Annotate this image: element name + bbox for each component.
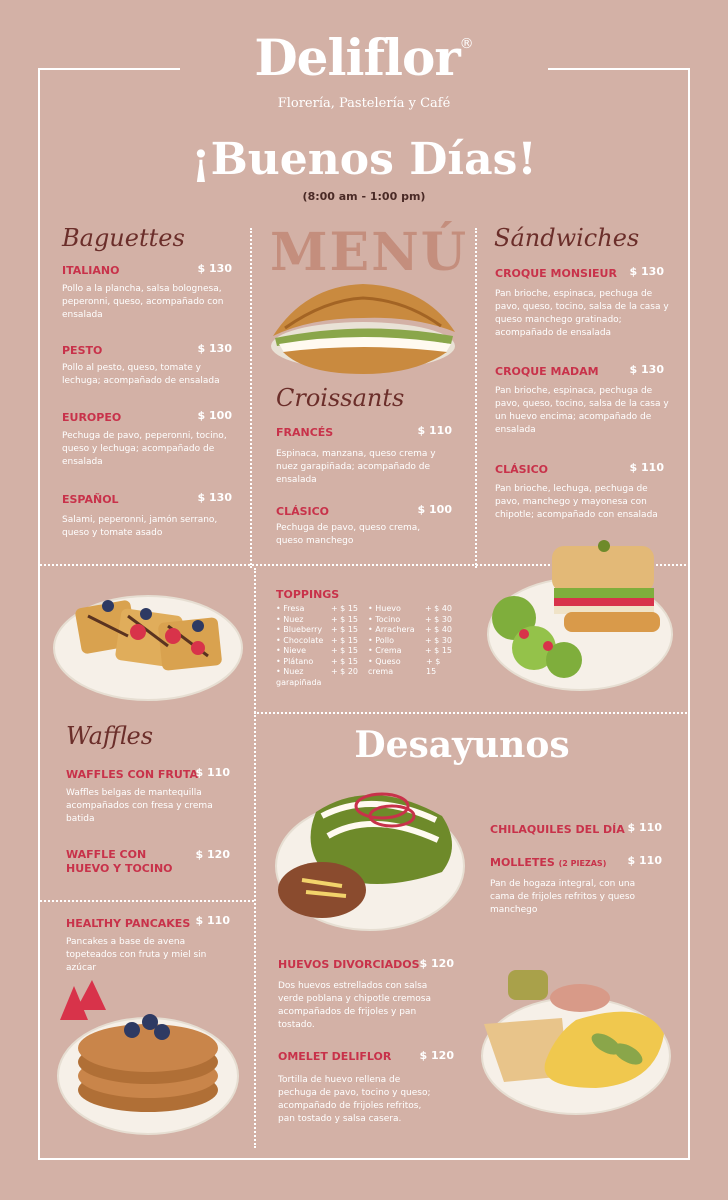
hours: (8:00 am - 1:00 pm) bbox=[302, 190, 426, 203]
topping-name: • Tocino bbox=[368, 614, 401, 624]
item-price: $ 100 bbox=[417, 503, 452, 516]
topping-item bbox=[276, 604, 358, 615]
pancakes-image bbox=[52, 980, 242, 1138]
divider bbox=[475, 228, 477, 568]
item-name-text: MOLLETES bbox=[490, 856, 555, 869]
item-name: ITALIANO bbox=[62, 264, 120, 277]
toppings-title: TOPPINGS bbox=[276, 588, 340, 601]
topping-name: • Crema bbox=[368, 646, 402, 655]
item-desc: Pollo a la plancha, salsa bolognesa, peperonni, queso, acompañado con ensalada bbox=[62, 284, 224, 320]
topping-price: + $ 15 bbox=[425, 656, 441, 676]
item-name: CROQUE MADAM bbox=[495, 365, 599, 378]
topping-price: + $ 15 bbox=[424, 646, 452, 655]
topping-item bbox=[276, 667, 358, 688]
item-name: OMELET DELIFLOR bbox=[278, 1050, 392, 1063]
item-name: WAFFLES CON FRUTA bbox=[66, 768, 198, 781]
divider bbox=[40, 900, 254, 902]
item-desc: Pechuga de pavo, peperonni, tocino, queso y lechuga; acompañado de ensalada bbox=[62, 431, 227, 467]
item-price: $ 120 bbox=[419, 957, 454, 970]
item-price: $ 110 bbox=[627, 854, 662, 867]
item-desc: Pechuga de pavo, queso crema, queso manchego bbox=[276, 523, 421, 546]
item-name: WAFFLE CON HUEVO Y TOCINO bbox=[66, 848, 173, 875]
item-price: $ 110 bbox=[195, 766, 230, 779]
item-desc: Salami, peperonni, jamón serrano, queso y tomate asado bbox=[62, 515, 218, 538]
item-price: $ 110 bbox=[417, 424, 452, 437]
item-price: $ 130 bbox=[197, 342, 232, 355]
topping-item bbox=[368, 646, 452, 657]
item-desc: Dos huevos estrellados con salsa verde poblana y chipotle cremosa acompañados de frijoles y pan tostado. bbox=[278, 981, 431, 1030]
topping-price: + $ 15 bbox=[330, 635, 358, 645]
item-price: $ 120 bbox=[419, 1049, 454, 1062]
item-name: CLÁSICO bbox=[495, 463, 549, 476]
topping-price: + $ 40 bbox=[424, 625, 452, 634]
croissant-image bbox=[265, 276, 460, 378]
topping-name: • Nuez garapiñada bbox=[276, 667, 322, 687]
toppings-list-left bbox=[276, 604, 358, 688]
topping-price: + $ 15 bbox=[330, 614, 358, 624]
item-name: HUEVOS DIVORCIADOS bbox=[278, 958, 420, 971]
item-desc: Pan brioche, espinaca, pechuga de pavo, queso, tocino, salsa de la casa y un huevo encima; acompañado de ensalada bbox=[495, 386, 669, 435]
topping-name: • Blueberry bbox=[276, 625, 323, 634]
item-price: $ 130 bbox=[197, 262, 232, 275]
topping-name: • Nieve bbox=[276, 646, 307, 655]
topping-name: • Queso crema bbox=[368, 656, 401, 676]
section-title-baguettes: Baguettes bbox=[62, 224, 185, 252]
item-price: $ 110 bbox=[629, 461, 664, 474]
topping-item bbox=[276, 636, 358, 647]
topping-item bbox=[276, 625, 358, 636]
topping-price: + $ 40 bbox=[424, 604, 452, 613]
topping-name: • Fresa bbox=[276, 604, 305, 613]
chilaquiles-image bbox=[272, 776, 468, 936]
topping-item bbox=[276, 646, 358, 657]
sandwich-image bbox=[484, 538, 678, 694]
brand-name: Deliflor bbox=[254, 28, 460, 87]
item-price: $ 110 bbox=[195, 914, 230, 927]
item-desc: Pollo al pesto, queso, tomate y lechuga; acompañado de ensalada bbox=[62, 363, 220, 386]
topping-name: • Chocolate bbox=[276, 635, 324, 645]
section-title-waffles: Waffles bbox=[66, 722, 154, 750]
item-price: $ 130 bbox=[629, 265, 664, 278]
item-name: HEALTHY PANCAKES bbox=[66, 917, 191, 930]
item-note: (2 PIEZAS) bbox=[558, 859, 607, 868]
item-name: EUROPEO bbox=[62, 411, 122, 424]
item-name: CLÁSICO bbox=[276, 505, 330, 518]
topping-item bbox=[276, 657, 358, 668]
divider bbox=[254, 568, 256, 1148]
registered-mark: ® bbox=[459, 36, 474, 52]
item-name: ESPAÑOL bbox=[62, 493, 119, 506]
topping-name: • Pollo bbox=[368, 635, 395, 645]
topping-item bbox=[276, 615, 358, 626]
item-price: $ 100 bbox=[197, 409, 232, 422]
item-price: $ 120 bbox=[195, 848, 230, 861]
item-desc: Waffles belgas de mantequilla acompañados con fresa y crema batida bbox=[66, 788, 213, 824]
section-title-croissants: Croissants bbox=[276, 384, 405, 412]
divider bbox=[250, 228, 252, 568]
topping-item bbox=[368, 636, 452, 647]
toppings-list-right bbox=[368, 604, 452, 678]
item-price: $ 130 bbox=[197, 491, 232, 504]
item-desc: Espinaca, manzana, queso crema y nuez garapiñada; acompañado de ensalada bbox=[276, 449, 436, 485]
page-title: ¡Buenos Días! bbox=[191, 134, 537, 185]
item-price: $ 130 bbox=[629, 363, 664, 376]
topping-name: • Huevo bbox=[368, 604, 401, 613]
section-title-desayunos: Desayunos bbox=[354, 724, 570, 766]
topping-item bbox=[368, 615, 452, 626]
item-desc: Pan brioche, espinaca, pechuga de pavo, queso, tocino, salsa de la casa y queso manchego gratinado; acompañado de ensalada bbox=[495, 289, 669, 338]
brand-logo bbox=[180, 30, 548, 86]
item-name: PESTO bbox=[62, 344, 103, 357]
topping-price: + $ 20 bbox=[330, 667, 358, 676]
brand-tagline: Florería, Pastelería y Café bbox=[277, 96, 451, 111]
topping-item bbox=[368, 625, 452, 636]
item-name: CROQUE MONSIEUR bbox=[495, 267, 617, 280]
item-desc: Pan brioche, lechuga, pechuga de pavo, manchego y mayonesa con chipotle; acompañado con ensalada bbox=[495, 484, 658, 520]
divider bbox=[254, 712, 690, 714]
topping-price: + $ 15 bbox=[330, 646, 358, 655]
item-desc: Tortilla de huevo rellena de pechuga de pavo, tocino y queso; acompañado de frijoles refritos, pan tostado y salsa casera. bbox=[278, 1075, 431, 1124]
waffles-image bbox=[48, 576, 244, 704]
topping-price: + $ 15 bbox=[330, 604, 358, 613]
item-price: $ 110 bbox=[627, 821, 662, 834]
topping-price: + $ 30 bbox=[424, 635, 452, 645]
topping-item bbox=[368, 657, 452, 678]
menu-word: MENÚ bbox=[270, 222, 469, 283]
topping-name: • Arrachera bbox=[368, 625, 415, 634]
topping-item bbox=[368, 604, 452, 615]
topping-name: • Plátano bbox=[276, 656, 314, 666]
item-name: FRANCÉS bbox=[276, 426, 334, 439]
item-desc: Pan de hogaza integral, con una cama de frijoles refritos y queso manchego bbox=[490, 879, 636, 915]
topping-name: • Nuez bbox=[276, 614, 304, 624]
item-desc: Pancakes a base de avena topeteados con fruta y miel sin azúcar bbox=[66, 937, 207, 973]
item-name: CHILAQUILES DEL DÍA bbox=[490, 823, 625, 836]
topping-price: + $ 15 bbox=[330, 656, 358, 666]
topping-price: + $ 15 bbox=[330, 625, 358, 634]
section-title-sandwiches: Sándwiches bbox=[494, 224, 640, 252]
omelet-image bbox=[476, 964, 674, 1120]
item-name bbox=[490, 856, 606, 869]
topping-price: + $ 30 bbox=[424, 614, 452, 624]
